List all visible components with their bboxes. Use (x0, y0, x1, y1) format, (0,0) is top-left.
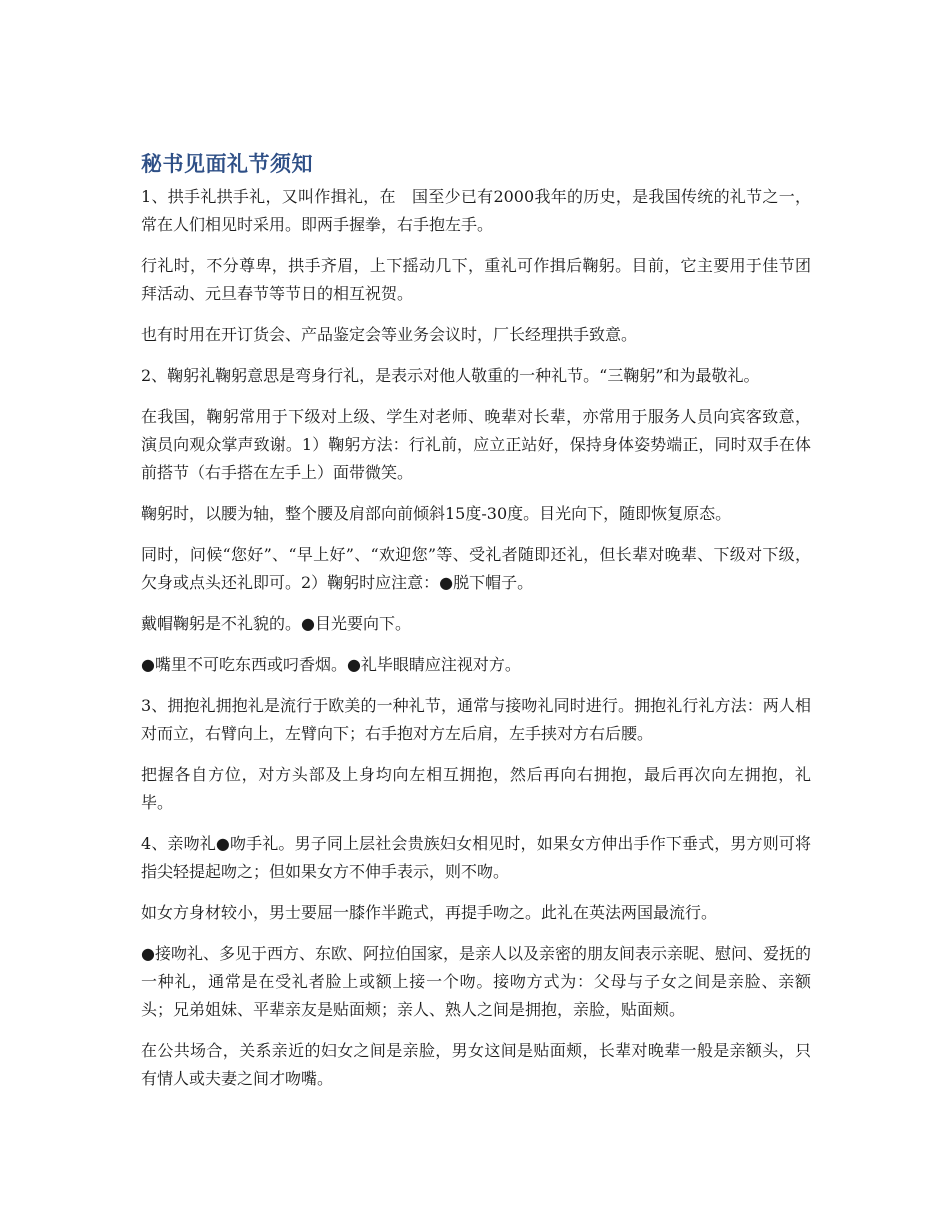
paragraph: 鞠躬时，以腰为轴，整个腰及肩部向前倾斜15度-30度。目光向下，随即恢复原态。 (141, 504, 732, 523)
paragraph: 把握各自方位，对方头部及上身均向左相互拥抱，然后再向右拥抱，最后再次向左拥抱，礼毕。 (141, 765, 811, 812)
paragraph: 在我国，鞠躬常用于下级对上级、学生对老师、晚辈对长辈，亦常用于服务人员向宾客致意，演员向观众掌声致谢。1）鞠躬方法：行礼前，应立正站好，保持身体姿势端正，同时双手在体前搭节（右手搭在左手上）面带微笑。 (141, 407, 811, 482)
document-body (141, 150, 811, 1106)
document-title: 秘书见面礼节须知 (141, 152, 313, 176)
paragraph: ●接吻礼、多见于西方、东欧、阿拉伯国家，是亲人以及亲密的朋友间表示亲昵、慰问、爱抚的一种礼，通常是在受礼者脸上或额上接一个吻。接吻方式为：父母与子女之间是亲脸、亲额头；兄弟姐妹、平辈亲友是贴面颊；亲人、熟人之间是拥抱，亲脸，贴面颊。 (141, 944, 811, 1019)
paragraph: 也有时用在开订货会、产品鉴定会等业务会议时，厂长经理拱手致意。 (141, 325, 638, 344)
paragraph: 2、鞠躬礼鞠躬意思是弯身行礼，是表示对他人敬重的一种礼节。“三鞠躬”和为最敬礼。 (141, 366, 760, 385)
paragraph: ●嘴里不可吃东西或叼香烟。●礼毕眼睛应注视对方。 (141, 655, 521, 674)
paragraph: 3、拥抱礼拥抱礼是流行于欧美的一种礼节，通常与接吻礼同时进行。拥抱礼行礼方法：两人相对而立，右臂向上，左臂向下；右手抱对方左后肩，左手挟对方右后腰。 (141, 696, 811, 743)
paragraph: 在公共场合，关系亲近的妇女之间是亲脸，男女这间是贴面颊，长辈对晚辈一般是亲额头，只有情人或夫妻之间才吻嘴。 (141, 1041, 811, 1088)
paragraph: 同时，问候“您好”、“早上好”、“欢迎您”等、受礼者随即还礼，但长辈对晚辈、下级对下级，欠身或点头还礼即可。2）鞠躬时应注意：●脱下帽子。 (141, 545, 811, 592)
paragraph: 如女方身材较小，男士要屈一膝作半跪式，再提手吻之。此礼在英法两国最流行。 (141, 903, 718, 922)
paragraph: 4、亲吻礼●吻手礼。男子同上层社会贵族妇女相见时，如果女方伸出手作下垂式，男方则可将指尖轻提起吻之；但如果女方不伸手表示，则不吻。 (141, 834, 811, 881)
paragraph: 戴帽鞠躬是不礼貌的。●目光要向下。 (141, 614, 411, 633)
paragraph: 行礼时，不分尊卑，拱手齐眉，上下摇动几下，重礼可作揖后鞠躬。目前，它主要用于佳节团拜活动、元旦春节等节日的相互祝贺。 (141, 256, 811, 303)
paragraph: 1、拱手礼拱手礼，又叫作揖礼，在 国至少已有2000我年的历史，是我国传统的礼节之一，常在人们相见时采用。即两手握拳，右手抱左手。 (141, 187, 811, 234)
